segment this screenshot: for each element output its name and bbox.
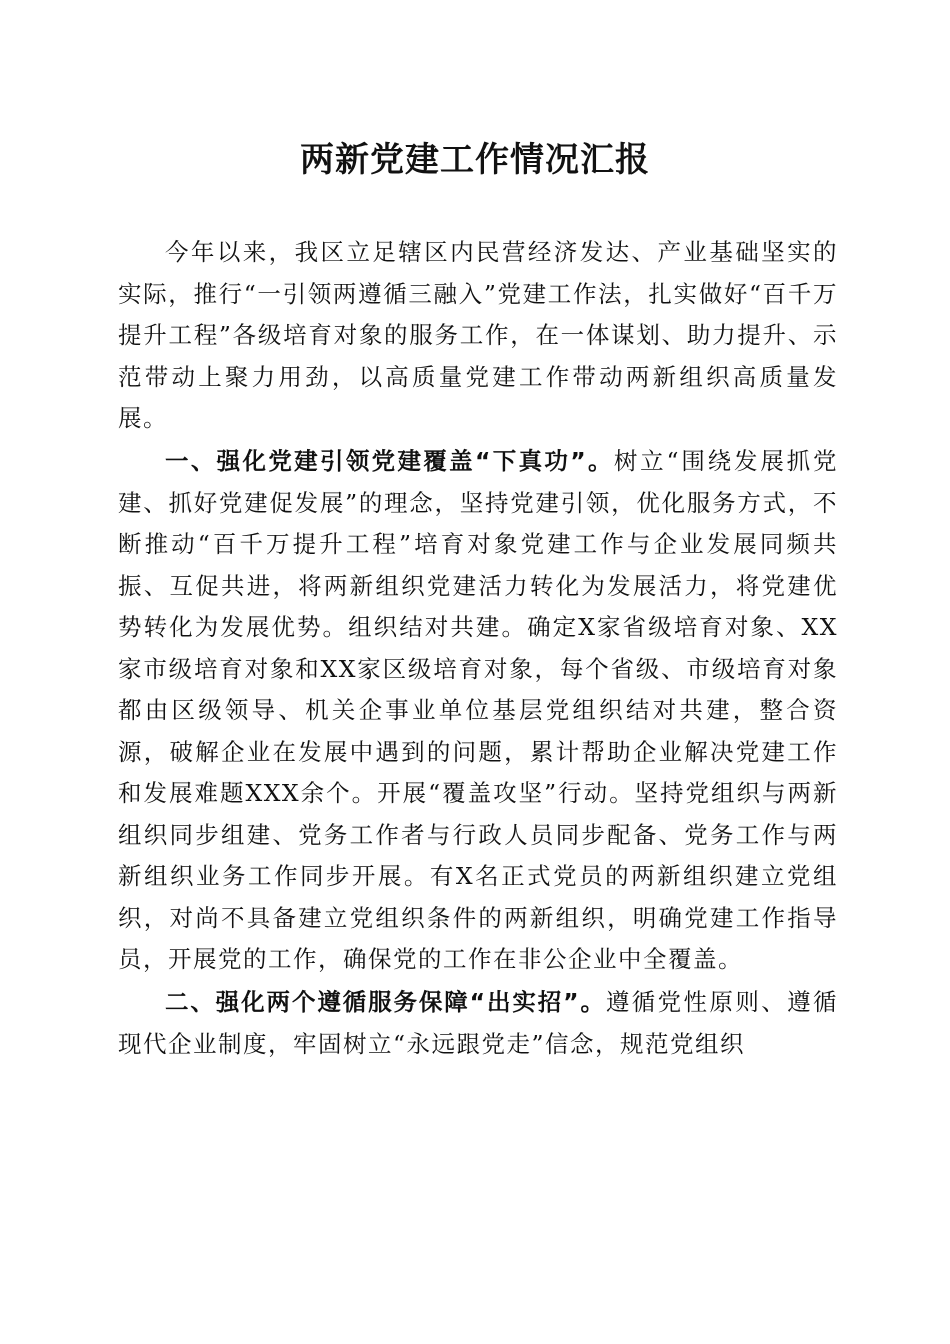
paragraph-intro bbox=[118, 232, 838, 440]
paragraph-section-1 bbox=[118, 441, 838, 981]
paragraph-intro-text: 今年以来，我区立足辖区内民营经济发达、产业基础坚实的实际，推行“一引领两遵循三融入”党建工作法，扎实做好“百千万提升工程”各级培育对象的服务工作，在一体谋划、助力提升、示范带动上聚力用劲，以高质量党建工作带动两新组织高质量发展。 bbox=[118, 238, 838, 432]
section-2-heading: 二、强化两个遵循服务保障“出实招”。 bbox=[165, 988, 606, 1016]
paragraph-section-2 bbox=[118, 982, 838, 1065]
section-1-heading: 一、强化党建引领党建覆盖“下真功”。 bbox=[165, 447, 614, 475]
section-2-text: 遵循党性原则、遵循现代企业制度，牢固树立“永远跟党走”信念，规范党组织 bbox=[118, 988, 839, 1058]
document-title: 两新党建工作情况汇报 bbox=[300, 140, 650, 180]
section-1-text: 树立“围绕发展抓党建、抓好党建促发展”的理念，坚持党建引领，优化服务方式，不断推动“百千万提升工程”培育对象党建工作与企业发展同频共振、互促共进，将两新组织党建活力转化为发展活力，将党建优势转化为发展优势。组织结对共建。确定X家省级培育对象、XX家市级培育对象和XX家区级培育对象，每个省级、市级培育对象都由区级领导、机关企事业单位基层党组织结对共建，整合资源，破解企业在发展中遇到的问题，累计帮助企业解决党建工作和发展难题XXX余个。开展“覆盖攻坚”行动。坚持党组织与两新组织同步组建、党务工作者与行政人员同步配备、党务工作与两新组织业务工作同步开展。有X名正式党员的两新组织建立党组织，对尚不具备建立党组织条件的两新组织，明确党建工作指导员，开展党的工作，确保党的工作在非公企业中全覆盖。 bbox=[118, 447, 839, 973]
document-body bbox=[118, 232, 838, 1065]
